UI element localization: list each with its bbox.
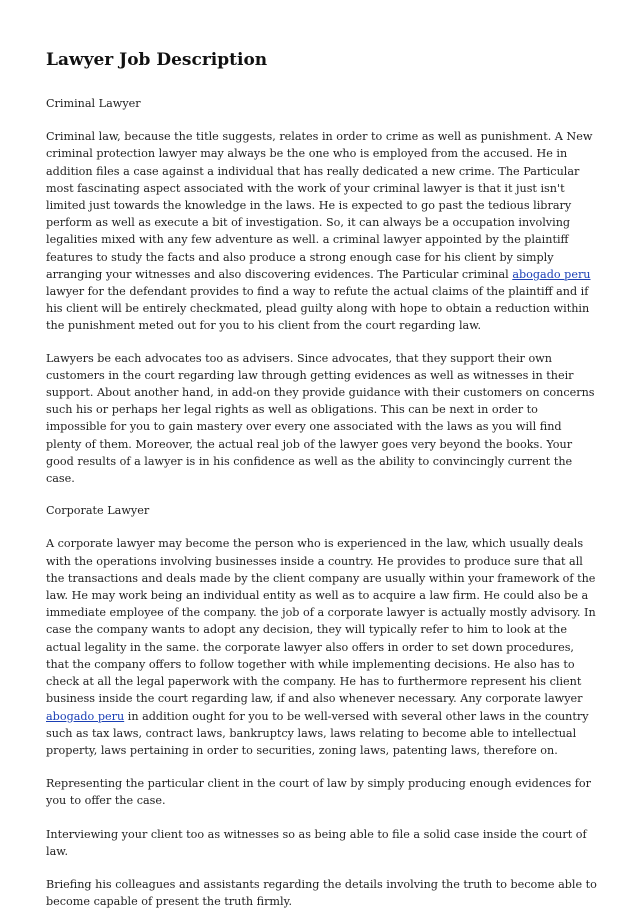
- corporate-paragraph-3: Interviewing your client too as witnesses so as being able to file a solid case inside the court of law.: [46, 827, 587, 858]
- criminal-paragraph-2: Lawyers be each advocates too as advisers. Since advocates, that they support their own customers in the court regarding law through getting evidences as well as witnesses in their support. About another hand, in add-on they provide guidance with their customers on concerns such his or perhaps her legal rights as well as obligations. This can be next in order to impossible for you to gain mastery over every one associated with the laws as you will find plenty of them. Moreover, the actual real job of the lawyer goes very beyond the books. Your good results of a lawyer is in his confidence as well as the ability to convincingly current the case.: [46, 351, 595, 486]
- p1-text-start: Criminal law, because the title suggests, relates in order to crime as well as punishment. A New criminal protection lawyer may always be the one who is employed from the accused. He in addition files a case against a individual that has really dedicated a new crime. The Particular most fascinating aspect associated with the work of your criminal lawyer is that it just isn't limited just towards the knowledge in the laws. He is expected to go past the tedious library perform as well as execute a bit of investigation. So, it can always be a occupation involving legalities mixed with any few adventure as well. a criminal lawyer appointed by the plaintiff features to study the facts and also produce a strong enough case for his client by simply arranging your witnesses and also discovering evidences. The Particular criminal: [46, 130, 593, 281]
- criminal-paragraph-1: [46, 128, 598, 334]
- corporate-paragraph-1: [46, 535, 598, 759]
- page-title: Lawyer Job Description: [46, 50, 268, 70]
- p1-text-end: lawyer for the defendant provides to find a way to refute the actual claims of the plaintiff and if his client will be entirely checkmated, plead guilty along with hope to obtain a reduction within the punishment meted out for you to his client from the court regarding law.: [46, 285, 590, 333]
- corporate-paragraph-2: Representing the particular client in the court of law by simply producing enough evidences for you to offer the case.: [46, 777, 591, 808]
- corporate-paragraph-4: Briefing his colleagues and assistants regarding the details involving the truth to become able to become capable of present the truth firmly.: [46, 877, 597, 909]
- abogado-peru-link-1[interactable]: abogado peru: [512, 267, 591, 281]
- document-page: [46, 0, 598, 910]
- p3-text-start: A corporate lawyer may become the person who is experienced in the law, which usually deals with the operations involving businesses inside a country. He provides to produce sure that all the transactions and deals made by the client company are usually within your framework of the law. He may work being an individual entity as well as to acquire a law firm. He could also be a immediate employee of the company. the job of a corporate lawyer is actually mostly advisory. In case the company wants to adopt any decision, they will typically refer to him to look at the actual legality in the same. the corporate lawyer also offers in order to set down procedures, that the company offers to follow together with while implementing decisions. He also has to check at all the legal paperwork with the company. He has to furthermore represent his client business inside the court regarding law, if and also whenever necessary. Any corporate lawyer: [46, 537, 596, 706]
- abogado-peru-link-2[interactable]: abogado peru: [46, 709, 125, 723]
- criminal-lawyer-heading: Criminal Lawyer: [46, 97, 141, 110]
- corporate-lawyer-heading: Corporate Lawyer: [46, 504, 150, 518]
- p3-text-end: in addition ought for you to be well-versed with several other laws in the country such as tax laws, contract laws, bankruptcy laws, laws relating to become able to intellectual property, laws pertaining in order to securities, zoning laws, patenting laws, therefore on.: [46, 709, 589, 757]
